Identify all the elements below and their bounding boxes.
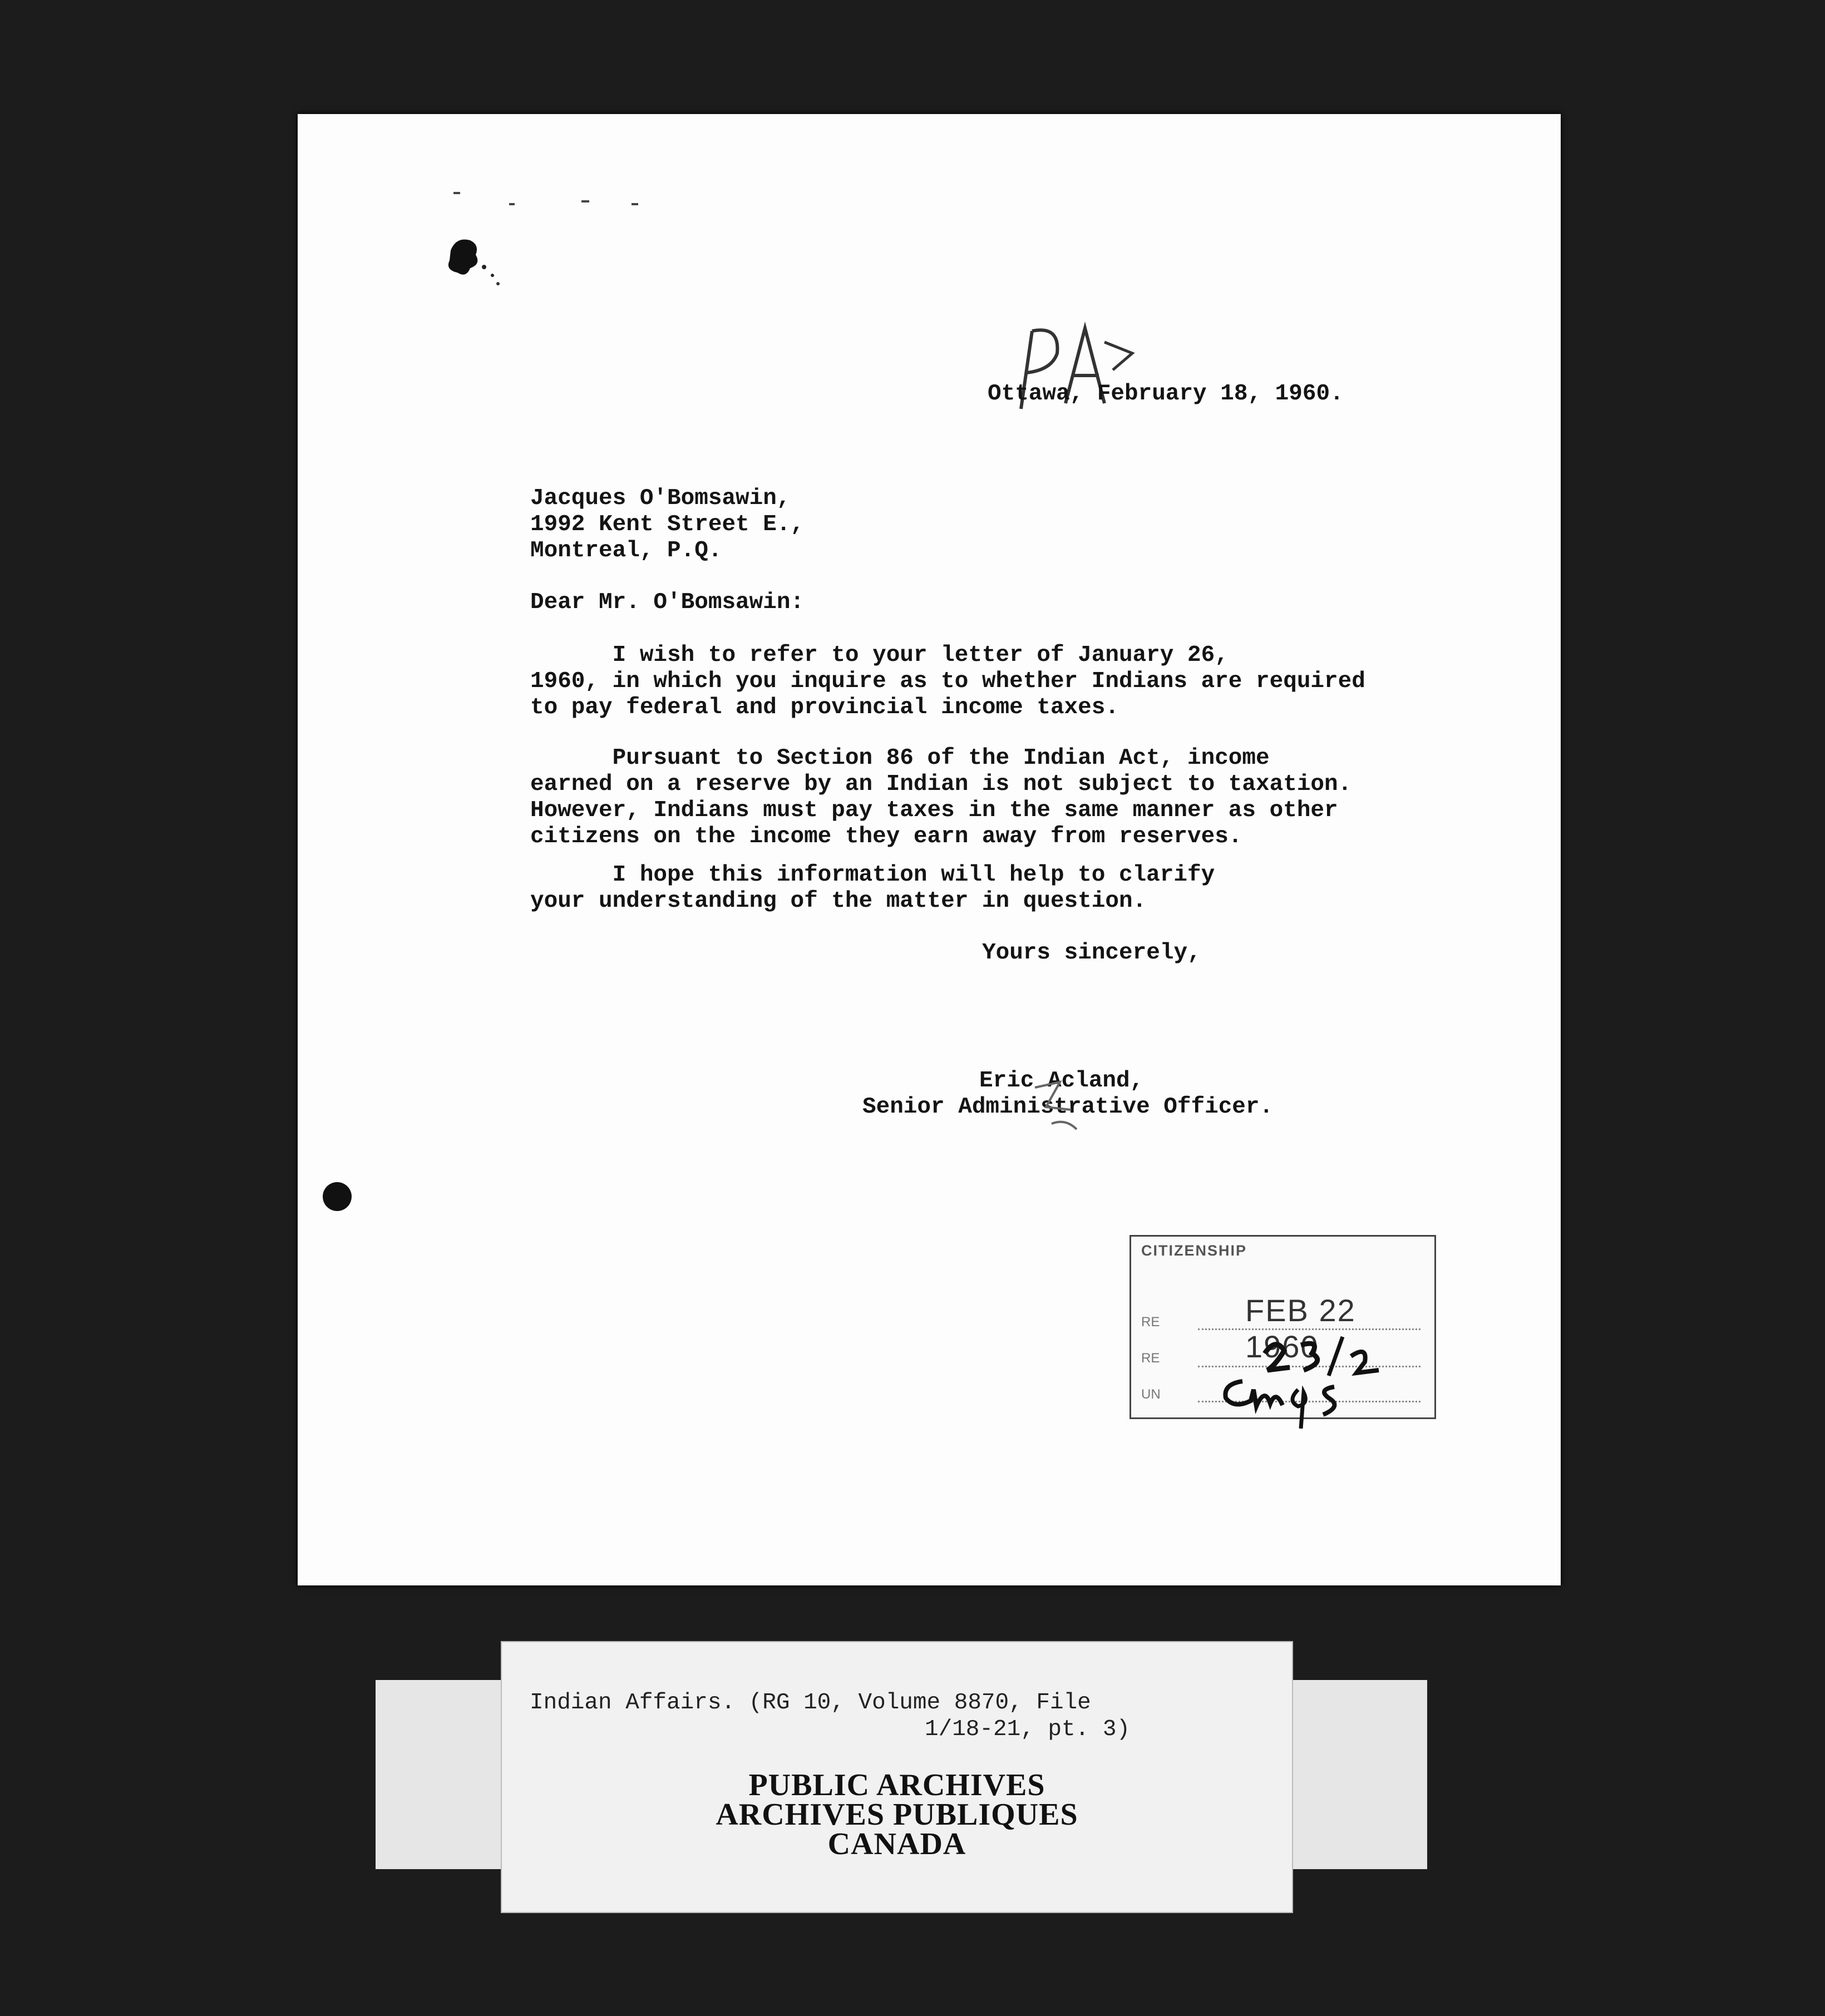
stamp-row-label-1: RE <box>1141 1315 1160 1330</box>
dateline: Ottawa, February 18, 1960. <box>988 381 1344 407</box>
body-paragraph-3: I hope this information will help to clarify your understanding of the matter in question. <box>530 862 1215 914</box>
label-tab-left <box>376 1680 506 1869</box>
archive-country: CANADA <box>827 1827 966 1861</box>
stamp-row-label-3: UN <box>1141 1387 1161 1402</box>
recipient-street: 1992 Kent Street E., <box>530 512 805 537</box>
archive-reference-line-2: 1/18-21, pt. 3) <box>925 1717 1131 1742</box>
stamp-row-label-2: RE <box>1141 1351 1160 1366</box>
received-stamp <box>1129 1235 1436 1419</box>
handwritten-stamp-initials <box>1220 1367 1387 1445</box>
archive-title-french: ARCHIVES PUBLIQUES <box>716 1797 1078 1832</box>
signature-initial-scribble <box>1027 1076 1088 1138</box>
body-paragraph-2: Pursuant to Section 86 of the Indian Act, income earned on a reserve by an Indian is not subject to taxation. However, Indians must pay taxes in the same manner as other citizens on the income they earn away from reserves. <box>530 745 1352 849</box>
archive-title-english: PUBLIC ARCHIVES <box>748 1768 1045 1802</box>
signature-name: Eric Acland, <box>979 1068 1144 1094</box>
signature-title: Senior Administrative Officer. <box>862 1094 1274 1120</box>
stamp-date: FEB 22 1960 <box>1245 1293 1356 1364</box>
recipient-name: Jacques O'Bomsawin, <box>530 486 791 511</box>
punch-hole <box>323 1182 352 1211</box>
body-paragraph-1: I wish to refer to your letter of January 26, 1960, in which you inquire as to whether Indians are required to pay federal and provincial income taxes. <box>530 643 1365 720</box>
archive-reference-line-1: Indian Affairs. (RG 10, Volume 8870, File <box>530 1690 1091 1716</box>
recipient-city: Montreal, P.Q. <box>530 538 722 564</box>
closing: Yours sincerely, <box>982 940 1201 966</box>
ink-blot <box>445 234 529 300</box>
ink-specks <box>448 186 670 220</box>
label-tab-right <box>1285 1680 1427 1869</box>
archive-label-card <box>501 1641 1293 1913</box>
salutation: Dear Mr. O'Bomsawin: <box>530 590 805 615</box>
stamp-header: CITIZENSHIP <box>1141 1242 1247 1259</box>
